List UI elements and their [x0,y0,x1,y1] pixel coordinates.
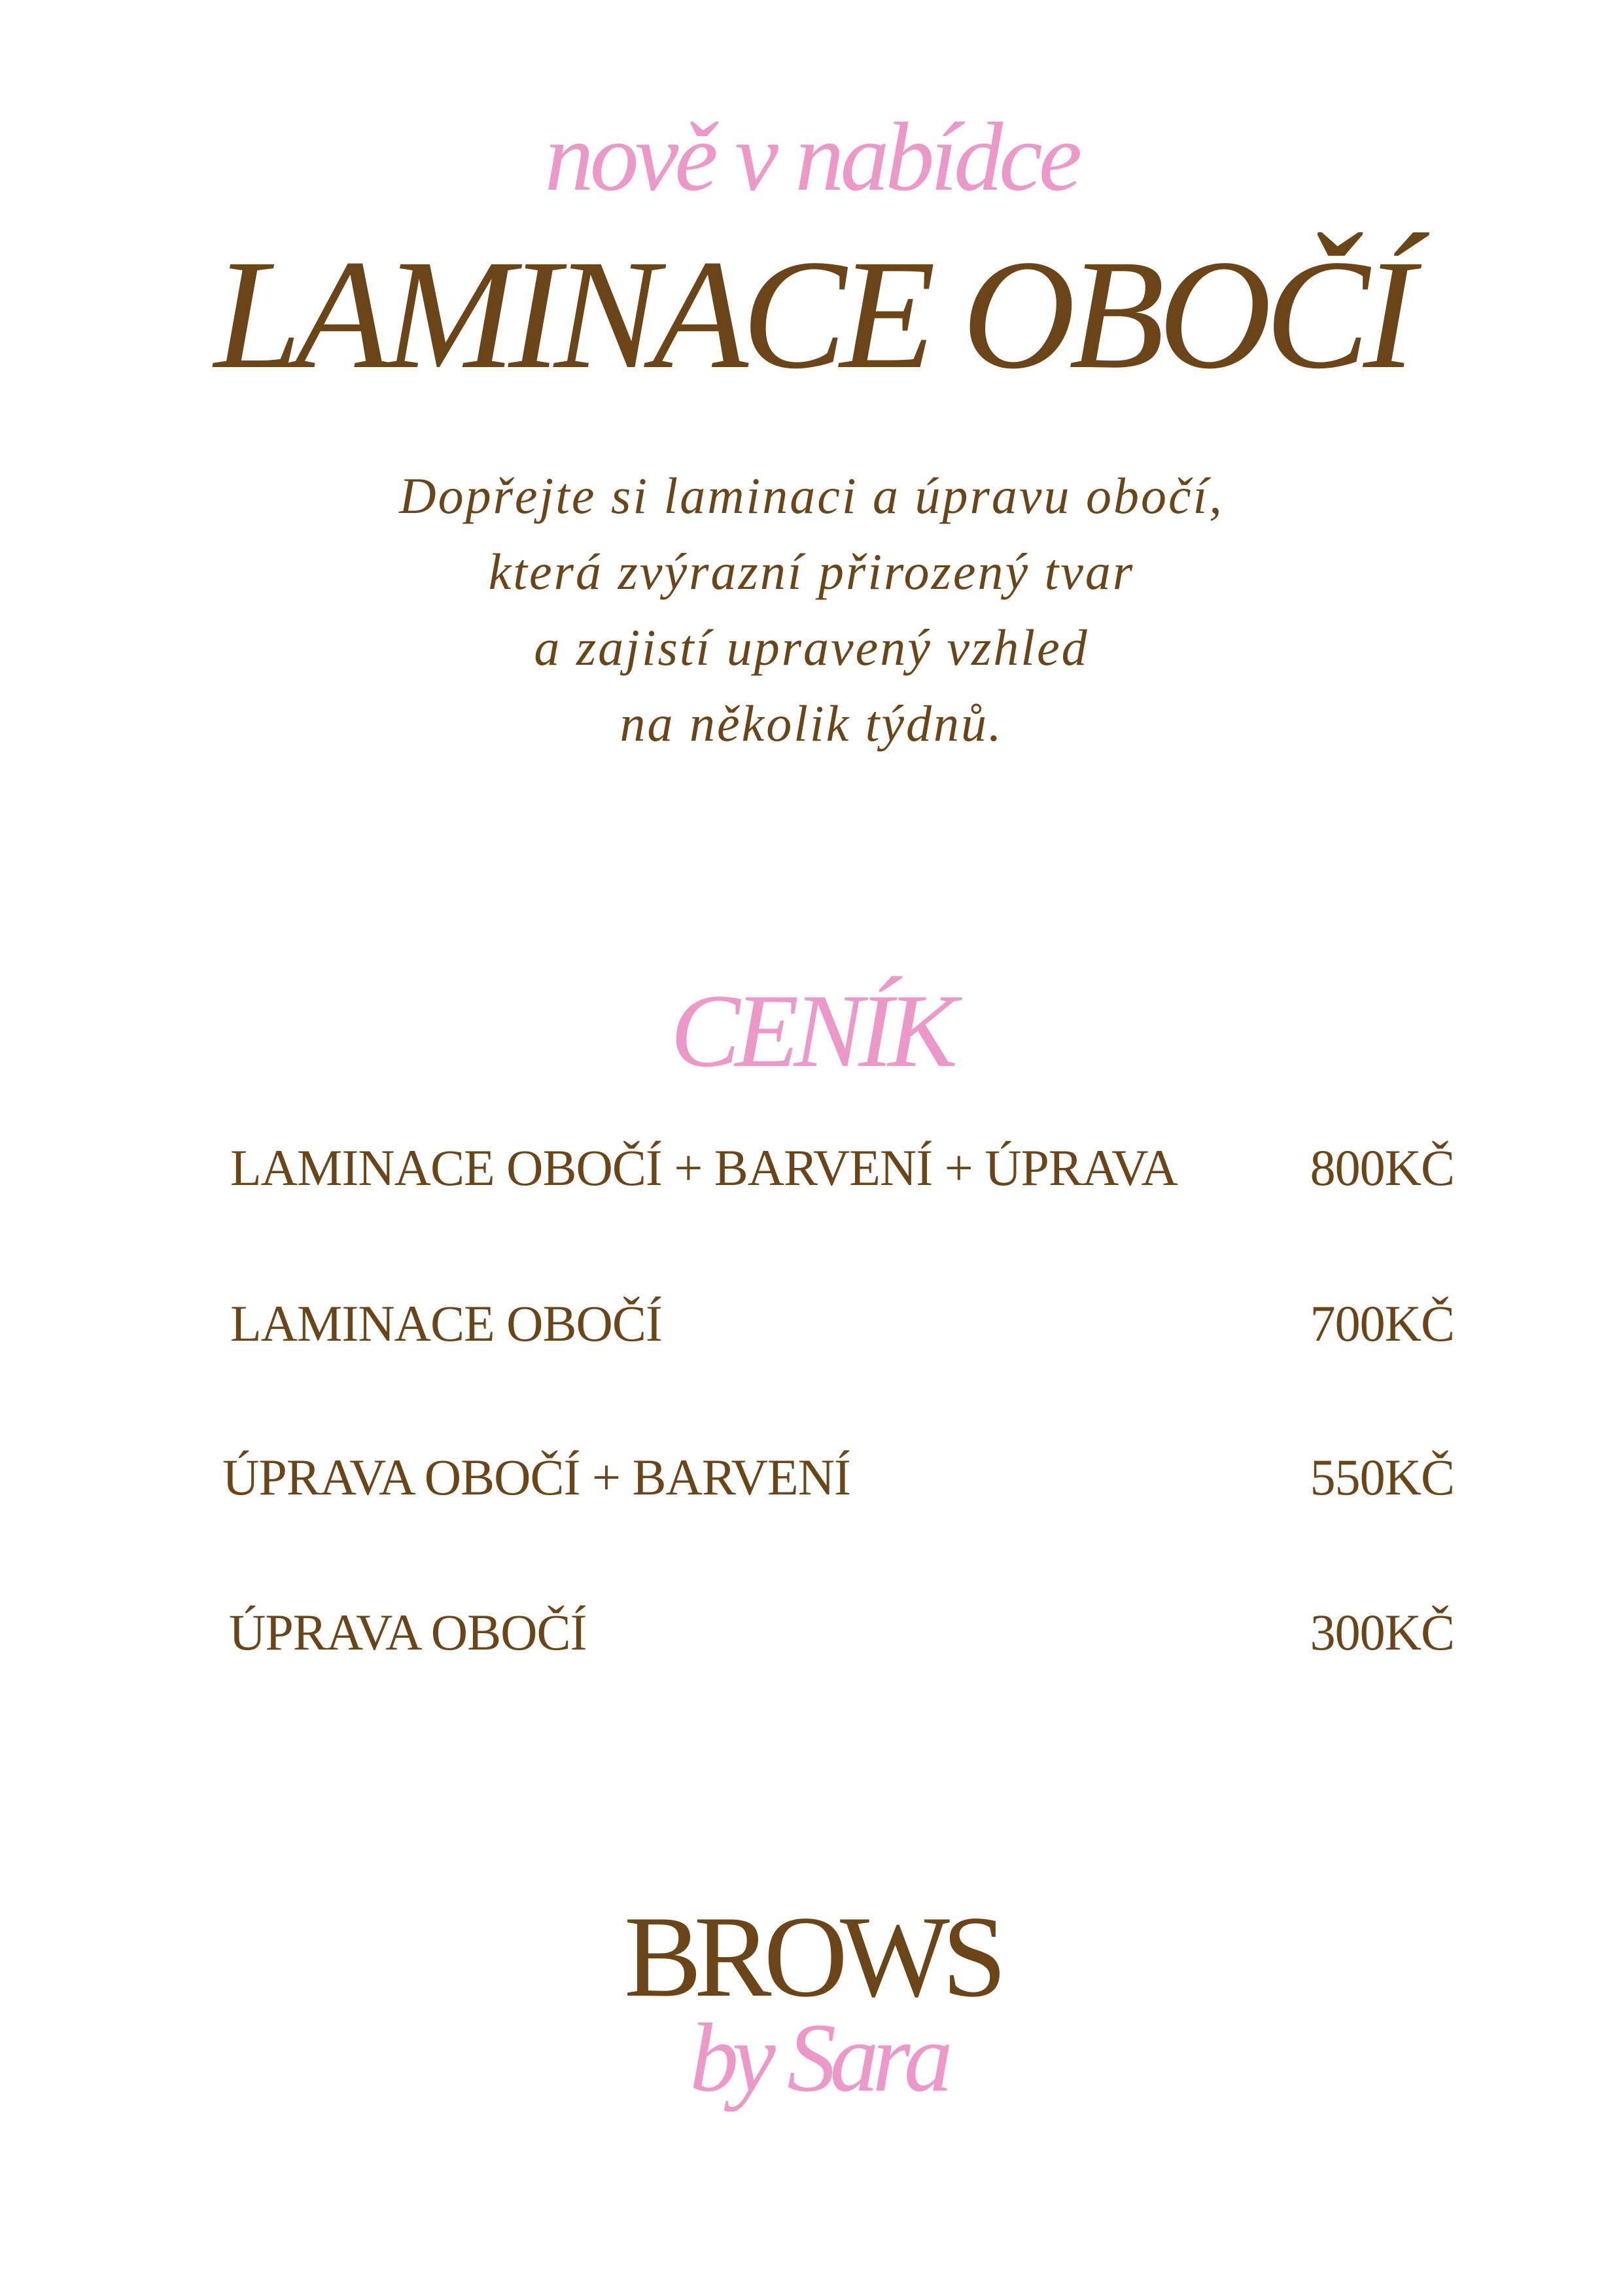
logo-by-sara: by Sara [689,2004,947,2112]
price-row [0,1597,1623,1669]
price-item-price: 300KČ [1310,1604,1454,1661]
price-row [0,1288,1623,1360]
intro-paragraph [0,458,1623,762]
intro-line: na několik týdnů. [620,695,1003,752]
intro-line: a zajistí upravený vzhled [534,619,1089,676]
intro-line: která zvýrazní přirozený tvar [488,543,1135,600]
price-item-price: 700KČ [1310,1295,1454,1352]
logo-brows: BROWS [624,1892,999,2021]
price-item-price: 550KČ [1310,1449,1454,1506]
price-item-name: ÚPRAVA OBOČÍ [229,1604,587,1661]
kicker-text: nově v nabídce [544,103,1079,211]
price-item-name: LAMINACE OBOČÍ + BARVENÍ + ÚPRAVA [230,1139,1178,1196]
price-item-name: LAMINACE OBOČÍ [230,1295,662,1352]
price-list [0,1132,1623,1734]
price-row [0,1132,1623,1204]
price-row [0,1441,1623,1513]
intro-line: Dopřejte si laminaci a úpravu obočí, [399,467,1224,524]
page-title: LAMINACE OBOČÍ [214,227,1409,401]
pricelist-heading: CENÍK [670,972,953,1089]
price-item-price: 800KČ [1310,1139,1454,1196]
price-item-name: ÚPRAVA OBOČÍ + BARVENÍ [222,1449,850,1506]
